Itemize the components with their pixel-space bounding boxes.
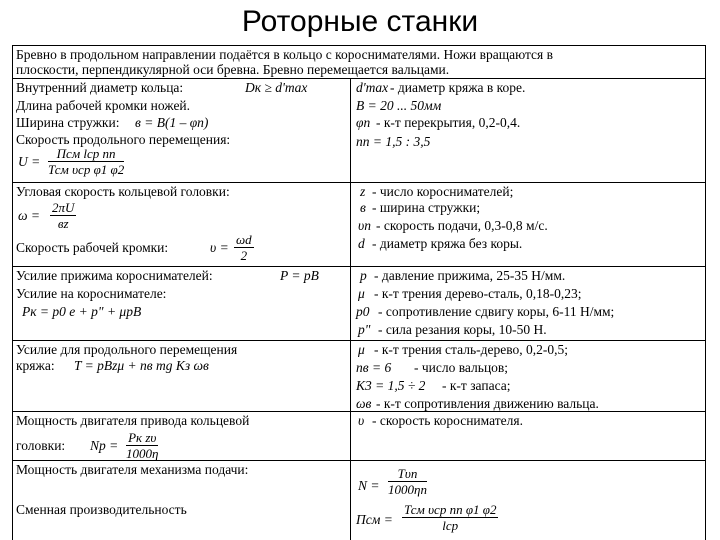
p0-symbol: p0 bbox=[356, 304, 370, 319]
ring-power-label-1: Мощность двигателя привода кольцевой bbox=[16, 413, 250, 428]
n-fraction bbox=[388, 466, 427, 497]
u-denominator: Тсм υср φ1 φ2 bbox=[48, 162, 125, 177]
edge-lhs: υ = bbox=[210, 240, 229, 255]
debarker-force-formula: Pк = p0 е + p" + μpB bbox=[22, 304, 142, 319]
v-text: - ширина стружки; bbox=[372, 200, 481, 215]
v-symbol: в bbox=[360, 200, 366, 215]
ring-power-lhs: Nр = bbox=[90, 438, 119, 453]
p-symbol: p bbox=[360, 268, 367, 283]
omega-lhs: ω = bbox=[18, 208, 41, 223]
z-text: - число короснимателей; bbox=[372, 184, 514, 199]
edge-numerator: ωd bbox=[236, 232, 252, 247]
pcm-numerator: Тсм υср nп φ1 φ2 bbox=[404, 502, 497, 517]
ring-power-numerator: Pк zυ bbox=[126, 430, 158, 446]
chip-width-formula: в = В(1 – φп) bbox=[135, 115, 209, 130]
chip-width-label: Ширина стружки: bbox=[16, 115, 120, 130]
k3-text: - к-т запаса; bbox=[442, 378, 511, 393]
phi-p-text: - к-т перекрытия, 0,2-0,4. bbox=[376, 115, 521, 130]
pcm-lhs: Псм = bbox=[356, 512, 393, 527]
inner-diameter-formula: Dк ≥ d'max bbox=[245, 80, 308, 95]
phi-p-symbol: φп bbox=[356, 115, 371, 130]
intro-line-2: плоскости, перпендикулярной оси бревна. Бревно перемещается вальцами. bbox=[16, 62, 450, 77]
k3-formula: K3 = 1,5 ÷ 2 bbox=[356, 378, 426, 393]
omega-v-symbol: ωв bbox=[356, 396, 372, 411]
mu2-symbol: μ bbox=[358, 342, 365, 357]
inner-diameter-label: Внутренний диаметр кольца: bbox=[16, 80, 184, 95]
row-divider bbox=[12, 78, 706, 79]
n-denominator: 1000ηп bbox=[388, 482, 427, 497]
feed-force-formula: T = pBzμ + nв mg Kз ωв bbox=[74, 358, 209, 373]
edge-speed-label: Скорость рабочей кромки: bbox=[16, 240, 169, 255]
slide-title: Роторные станки bbox=[241, 5, 479, 38]
mu2-text: - к-т трения сталь-дерево, 0,2-0,5; bbox=[374, 342, 568, 357]
u-symbol: υп bbox=[358, 218, 371, 233]
shift-output-label: Сменная производительность bbox=[16, 502, 187, 517]
row-divider bbox=[12, 460, 706, 461]
feed-power-label: Мощность двигателя механизма подачи: bbox=[16, 462, 249, 477]
column-divider bbox=[350, 78, 351, 540]
edge-fraction bbox=[234, 232, 254, 263]
row-divider bbox=[12, 266, 706, 267]
p0-text: - сопротивление сдвигу коры, 6-11 Н/мм; bbox=[378, 304, 615, 319]
u-numerator: Псм lср nп bbox=[48, 146, 124, 162]
longitudinal-speed-label: Скорость продольного перемещения: bbox=[16, 132, 231, 147]
ring-power-denominator: 1000η bbox=[126, 446, 159, 461]
clamp-force-label: Усилие прижима короснимателей: bbox=[16, 268, 213, 283]
mu-text: - к-т трения дерево-сталь, 0,18-0,23; bbox=[374, 286, 582, 301]
knife-length-label: Длина рабочей кромки ножей. bbox=[16, 98, 191, 113]
u-lhs: U = bbox=[18, 154, 41, 169]
pcm-denominator: lср bbox=[442, 518, 459, 533]
clamp-force-formula: P = pB bbox=[280, 268, 319, 283]
n-numerator: Tυп bbox=[388, 466, 427, 482]
n-lhs: N = bbox=[358, 478, 380, 493]
d-symbol: d bbox=[358, 236, 365, 251]
pp-text: - сила резания коры, 10-50 Н. bbox=[378, 322, 547, 337]
d-text: - диаметр кряжа без коры. bbox=[372, 236, 523, 251]
pp-symbol: p" bbox=[358, 322, 371, 337]
intro-line-1: Бревно в продольном направлении подаётся в кольцо с короснимателями. Ножи вращаются в bbox=[16, 47, 554, 62]
omega-denominator: вz bbox=[57, 216, 69, 231]
upsilon-symbol: υ bbox=[358, 413, 365, 428]
omega-numerator: 2πU bbox=[52, 200, 75, 215]
feed-force-label-2: кряжа: bbox=[16, 358, 55, 373]
nv-formula: nв = 6 bbox=[356, 360, 392, 375]
edge-denominator: 2 bbox=[240, 248, 248, 263]
p-text: - давление прижима, 25-35 Н/мм. bbox=[374, 268, 566, 283]
upsilon-text: - скорость короснимателя. bbox=[372, 413, 523, 428]
b-formula: B = 20 ... 50мм bbox=[356, 98, 442, 113]
angular-speed-label: Угловая скорость кольцевой головки: bbox=[16, 184, 230, 199]
row-divider bbox=[12, 340, 706, 341]
u-fraction bbox=[48, 146, 124, 177]
ring-power-label-2: головки: bbox=[16, 438, 66, 453]
pcm-fraction bbox=[402, 502, 498, 533]
n-p-formula: nп = 1,5 : 3,5 bbox=[356, 134, 431, 149]
d-max-symbol: d'max bbox=[356, 80, 389, 95]
row-divider bbox=[12, 182, 706, 183]
ring-power-fraction bbox=[126, 430, 158, 461]
d-max-text: - диаметр кряжа в коре. bbox=[390, 80, 526, 95]
nv-text: - число вальцов; bbox=[414, 360, 509, 375]
omega-fraction bbox=[50, 200, 76, 231]
z-symbol: z bbox=[360, 184, 366, 199]
u-text: - скорость подачи, 0,3-0,8 м/с. bbox=[376, 218, 548, 233]
omega-v-text: - к-т сопротивления движению вальца. bbox=[376, 396, 599, 411]
debarker-force-label: Усилие на короснимателе: bbox=[16, 286, 167, 301]
mu-symbol: μ bbox=[358, 286, 365, 301]
feed-force-label-1: Усилие для продольного перемещения bbox=[16, 342, 238, 357]
